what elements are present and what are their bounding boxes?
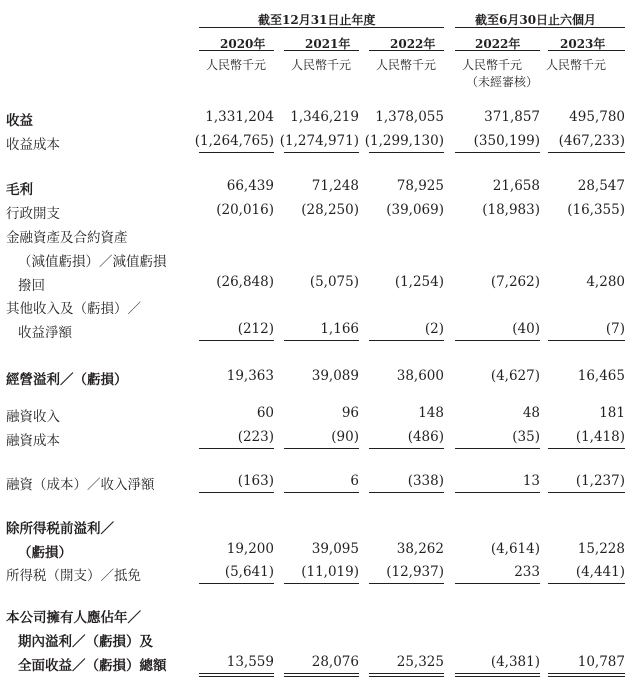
cell-value: 78,925 bbox=[396, 178, 444, 194]
cell-value: (4,441) bbox=[575, 564, 625, 580]
cell-value: (1,299,130) bbox=[364, 133, 444, 149]
cell-value: 28,547 bbox=[577, 178, 625, 194]
cell-value: (11,019) bbox=[301, 564, 359, 580]
total-double-rule bbox=[548, 673, 625, 674]
cell-value: (4,614) bbox=[490, 541, 540, 557]
year-header: 2022年 bbox=[390, 37, 436, 51]
subtotal-rule bbox=[455, 152, 540, 153]
row-label: 本公司擁有人應佔年／ bbox=[6, 610, 141, 626]
total-double-rule bbox=[284, 673, 359, 674]
cell-value: (1,418) bbox=[575, 429, 625, 445]
cell-value: (350,199) bbox=[473, 133, 540, 149]
cell-value: (39,069) bbox=[386, 202, 444, 218]
subtotal-rule bbox=[199, 583, 274, 584]
cell-value: 4,280 bbox=[586, 274, 625, 290]
row-label: 收益淨額 bbox=[18, 325, 72, 341]
cell-value: (1,274,971) bbox=[279, 133, 359, 149]
total-double-rule bbox=[455, 673, 540, 674]
cell-value: (12,937) bbox=[386, 564, 444, 580]
cell-value: 38,262 bbox=[396, 541, 444, 557]
cell-value: 28,076 bbox=[311, 654, 359, 670]
cell-value: 38,600 bbox=[396, 368, 444, 384]
cell-value: (26,848) bbox=[216, 274, 274, 290]
total-double-rule bbox=[199, 676, 274, 677]
period-header-six-months: 截至6月30日止六個月 bbox=[475, 13, 597, 27]
row-label: 融資收入 bbox=[6, 409, 60, 425]
year-header: 2021年 bbox=[305, 37, 351, 51]
row-label: 期內溢利／（虧損）及 bbox=[18, 634, 153, 650]
period-header-full-year-rule bbox=[199, 27, 444, 28]
year-header-rule bbox=[455, 50, 540, 51]
subtotal-rule bbox=[455, 492, 540, 493]
subtotal-rule bbox=[548, 583, 625, 584]
subtotal-rule bbox=[284, 152, 359, 153]
cell-value: 25,325 bbox=[396, 654, 444, 670]
cell-value: (28,250) bbox=[301, 202, 359, 218]
period-header-six-months-rule bbox=[455, 27, 625, 28]
subtotal-rule bbox=[369, 583, 444, 584]
cell-value: (1,237) bbox=[575, 473, 625, 489]
cell-value: (486) bbox=[407, 429, 444, 445]
cell-value: 66,439 bbox=[226, 178, 274, 194]
row-label: 金融資產及合約資產 bbox=[6, 230, 128, 246]
subtotal-rule bbox=[455, 448, 540, 449]
subtotal-rule bbox=[455, 340, 540, 341]
cell-value: 181 bbox=[599, 405, 625, 421]
cell-value: (5,075) bbox=[309, 274, 359, 290]
cell-value: 1,166 bbox=[320, 321, 359, 337]
row-label: 融資（成本）／收入淨額 bbox=[6, 477, 155, 493]
cell-value: 96 bbox=[341, 405, 359, 421]
total-double-rule bbox=[284, 676, 359, 677]
subtotal-rule bbox=[284, 448, 359, 449]
year-header: 2023年 bbox=[560, 37, 606, 51]
subtotal-rule bbox=[199, 340, 274, 341]
cell-value: 19,363 bbox=[226, 368, 274, 384]
unit-header: 人民幣千元 bbox=[206, 58, 267, 72]
cell-value: (338) bbox=[407, 473, 444, 489]
cell-value: (4,381) bbox=[490, 654, 540, 670]
cell-value: (1,264,765) bbox=[194, 133, 274, 149]
cell-value: 233 bbox=[514, 564, 540, 580]
cell-value: (4,627) bbox=[490, 368, 540, 384]
year-header: 2020年 bbox=[220, 37, 266, 51]
cell-value: 21,658 bbox=[492, 178, 540, 194]
subtotal-rule bbox=[199, 492, 274, 493]
subtotal-rule bbox=[369, 152, 444, 153]
row-label: 經營溢利／（虧損） bbox=[6, 372, 128, 388]
row-label: 毛利 bbox=[6, 182, 33, 198]
subtotal-rule bbox=[369, 492, 444, 493]
cell-value: 15,228 bbox=[577, 541, 625, 557]
cell-value: 1,378,055 bbox=[375, 109, 444, 125]
cell-value: 71,248 bbox=[311, 178, 359, 194]
cell-value: 16,465 bbox=[577, 368, 625, 384]
cell-value: (2) bbox=[424, 321, 444, 337]
cell-value: (20,016) bbox=[216, 202, 274, 218]
cell-value: 148 bbox=[418, 405, 444, 421]
year-header-rule bbox=[199, 50, 274, 51]
cell-value: (18,983) bbox=[482, 202, 540, 218]
row-label: （減值虧損）／減值虧損 bbox=[18, 254, 167, 270]
total-double-rule bbox=[369, 673, 444, 674]
cell-value: 60 bbox=[256, 405, 274, 421]
cell-value: (467,233) bbox=[558, 133, 625, 149]
cell-value: (16,355) bbox=[567, 202, 625, 218]
row-label: 收益成本 bbox=[6, 137, 60, 153]
row-label: 收益 bbox=[6, 113, 33, 129]
subtotal-rule bbox=[369, 340, 444, 341]
subtotal-rule bbox=[369, 448, 444, 449]
cell-value: (40) bbox=[512, 321, 540, 337]
row-label: 撥回 bbox=[18, 278, 45, 294]
subtotal-rule bbox=[455, 583, 540, 584]
row-label: 除所得税前溢利／ bbox=[6, 521, 114, 537]
unit-header: 人民幣千元 bbox=[376, 58, 437, 72]
total-double-rule bbox=[369, 676, 444, 677]
cell-value: 19,200 bbox=[226, 541, 274, 557]
cell-value: 1,346,219 bbox=[290, 109, 359, 125]
year-header-rule bbox=[369, 50, 444, 51]
subtotal-rule bbox=[199, 448, 274, 449]
year-header: 2022年 bbox=[475, 37, 521, 51]
subtotal-rule bbox=[548, 448, 625, 449]
year-header-rule bbox=[548, 50, 625, 51]
cell-value: 13 bbox=[522, 473, 540, 489]
cell-value: 371,857 bbox=[484, 109, 540, 125]
cell-value: 39,095 bbox=[311, 541, 359, 557]
cell-value: 48 bbox=[522, 405, 540, 421]
row-label: 行政開支 bbox=[6, 206, 60, 222]
cell-value: (212) bbox=[237, 321, 274, 337]
row-label: 其他收入及（虧損）／ bbox=[6, 301, 141, 317]
row-label: 所得税（開支）／抵免 bbox=[6, 568, 141, 584]
subtotal-rule bbox=[199, 152, 274, 153]
subtotal-rule bbox=[548, 492, 625, 493]
row-label: 融資成本 bbox=[6, 433, 60, 449]
cell-value: (35) bbox=[512, 429, 540, 445]
subtotal-rule bbox=[548, 340, 625, 341]
year-header-rule bbox=[284, 50, 359, 51]
unit-header: 人民幣千元 bbox=[291, 58, 352, 72]
cell-value: (223) bbox=[237, 429, 274, 445]
cell-value: 6 bbox=[350, 473, 359, 489]
total-double-rule bbox=[548, 676, 625, 677]
unaudited-note: （未經審核） bbox=[466, 75, 539, 89]
unit-header: 人民幣千元 bbox=[546, 58, 607, 72]
cell-value: (7) bbox=[605, 321, 625, 337]
row-label: （虧損） bbox=[18, 545, 72, 561]
cell-value: (7,262) bbox=[490, 274, 540, 290]
cell-value: 13,559 bbox=[226, 654, 274, 670]
cell-value: (1,254) bbox=[394, 274, 444, 290]
unit-header: 人民幣千元 bbox=[462, 58, 523, 72]
subtotal-rule bbox=[284, 583, 359, 584]
row-label: 全面收益／（虧損）總額 bbox=[18, 658, 167, 674]
subtotal-rule bbox=[548, 152, 625, 153]
cell-value: 1,331,204 bbox=[205, 109, 274, 125]
cell-value: 495,780 bbox=[569, 109, 625, 125]
total-double-rule bbox=[199, 673, 274, 674]
subtotal-rule bbox=[284, 340, 359, 341]
subtotal-rule bbox=[284, 492, 359, 493]
period-header-full-year: 截至12月31日止年度 bbox=[258, 13, 376, 27]
cell-value: (5,641) bbox=[224, 564, 274, 580]
cell-value: 39,089 bbox=[311, 368, 359, 384]
cell-value: (163) bbox=[237, 473, 274, 489]
cell-value: (90) bbox=[331, 429, 359, 445]
total-double-rule bbox=[455, 676, 540, 677]
cell-value: 10,787 bbox=[577, 654, 625, 670]
